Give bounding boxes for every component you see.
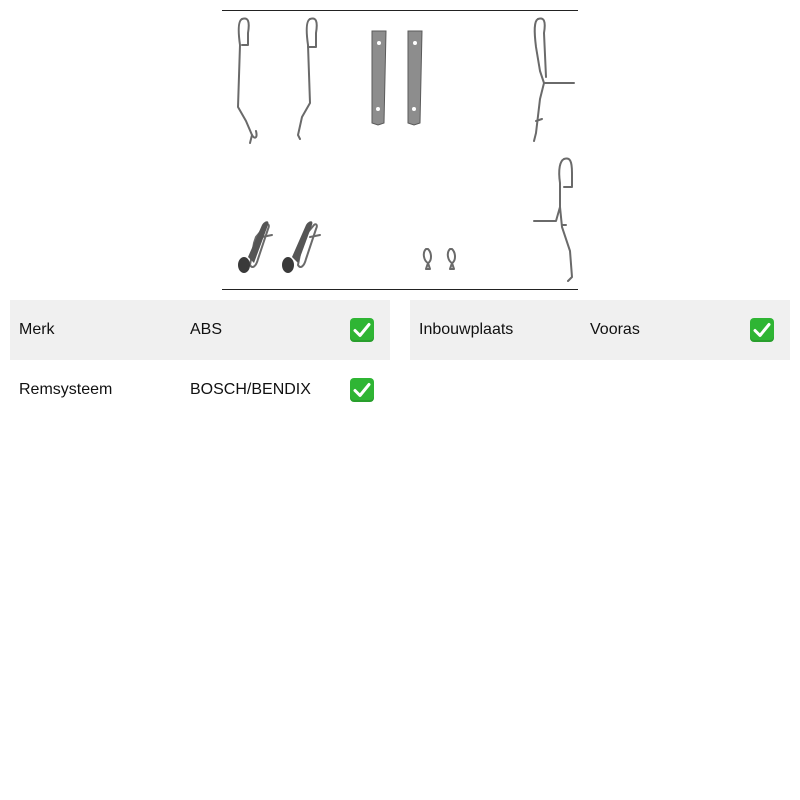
spec-row-merk: [10, 300, 390, 360]
check-mark-icon: [750, 318, 774, 342]
check-mark-icon: [350, 318, 374, 342]
spec-value: BOSCH/BENDIX: [190, 381, 311, 398]
brake-pad-accessory-kit-icon: [222, 11, 578, 289]
spec-label: Merk: [19, 321, 55, 338]
check-mark-icon: [350, 378, 374, 402]
product-image: [222, 10, 578, 290]
spec-label: Inbouwplaats: [419, 321, 514, 338]
spec-row-inbouwplaats: [410, 300, 790, 360]
spec-table-right: [410, 300, 790, 360]
spec-label: Remsysteem: [19, 381, 113, 398]
spec-table-left: [10, 300, 390, 420]
spec-value: Vooras: [590, 321, 640, 338]
spec-value: ABS: [190, 321, 223, 338]
spec-row-remsysteem: [10, 360, 390, 420]
